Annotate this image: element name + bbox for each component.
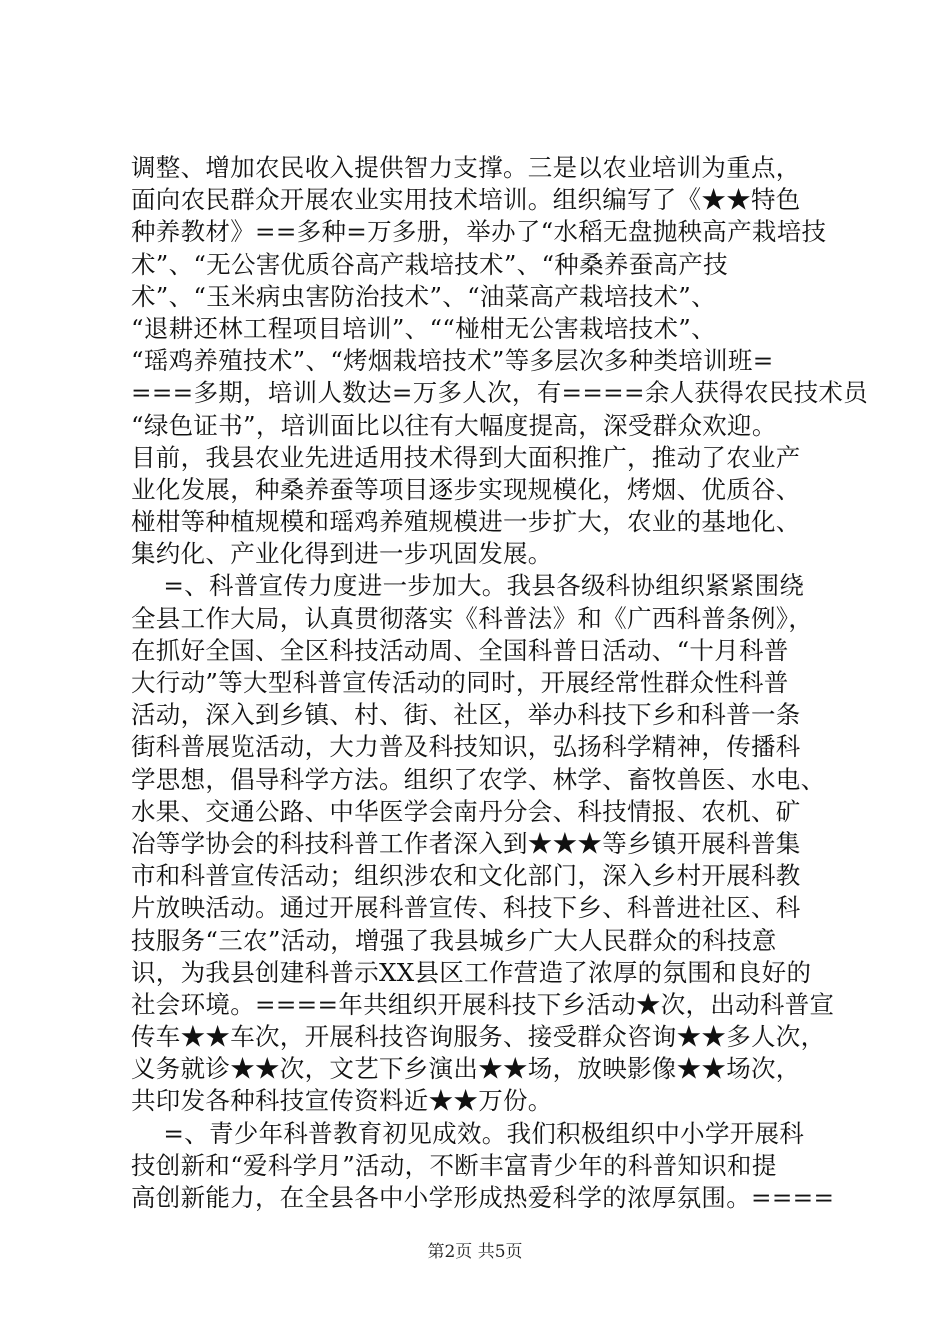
text-line: =、青少年科普教育初见成效。我们积极组织中小学开展科 [131,1118,805,1148]
text-line: 义务就诊★★次，文艺下乡演出★★场，放映影像★★场次， [131,1054,801,1084]
text-line: 面向农民群众开展农业实用技术培训。组织编写了《★★特色 [131,185,801,215]
text-line: 术”、“无公害优质谷高产栽培技术”、“种桑养蚕高产技 [131,249,728,279]
text-line: 调整、增加农民收入提供智力支撑。三是以农业培训为重点， [131,153,801,182]
text-line: 冶等学协会的科技科普工作者深入到★★★等乡镇开展科普集 [131,828,801,858]
text-line: 大行动”等大型科普宣传活动的同时，开展经常性群众性科普 [131,668,789,697]
text-line: 技创新和“爱科学月”活动，不断丰富青少年的科普知识和提 [131,1150,777,1180]
text-line: ===多期，培训人数达=万多人次，有====余人获得农民技术员 [131,378,869,408]
text-line: 市和科普宣传活动；组织涉农和文化部门，深入乡村开展科教 [131,861,801,891]
text-line: 高创新能力，在全县各中小学形成热爱科学的浓厚氛围。==== [131,1183,835,1212]
text-line: 共印发各种科技宣传资料近★★万份。 [131,1086,553,1116]
text-line: “瑶鸡养殖技术”、“烤烟栽培技术”等多层次多种类培训班= [131,346,774,376]
text-line: 目前，我县农业先进适用技术得到大面积推广，推动了农业产 [131,442,801,472]
text-line: 片放映活动。通过开展科普宣传、科技下乡、科普进社区、科 [131,893,801,923]
text-line: 全县工作大局，认真贯彻落实《科普法》和《广西科普条例》， [131,603,814,633]
text-line: 业化发展，种桑养蚕等项目逐步实现规模化，烤烟、优质谷、 [131,474,801,504]
body-text [131,152,869,1214]
text-line: 识，为我县创建科普示XX县区工作营造了浓厚的氛围和良好的 [131,957,812,987]
text-line: 种养教材》==多种=万多册，举办了“水稻无盘抛秧高产栽培技 [131,217,827,247]
page-footer: 第2页 共5页 [427,1242,523,1262]
text-line: 术”、“玉米病虫害防治技术”、“油菜高产栽培技术”、 [131,281,716,311]
text-line: 学思想，倡导科学方法。组织了农学、林学、畜牧兽医、水电、 [131,764,826,794]
text-line: 活动，深入到乡镇、村、街、社区，举办科技下乡和科普一条 [131,700,801,730]
text-line: 椪柑等种植规模和瑶鸡养殖规模进一步扩大，农业的基地化、 [131,507,801,537]
text-line: =、科普宣传力度进一步加大。我县各级科协组织紧紧围绕 [131,571,805,601]
text-line: 街科普展览活动，大力普及科技知识，弘扬科学精神，传播科 [131,732,801,762]
text-line: 社会环境。====年共组织开展科技下乡活动★次，出动科普宣 [131,989,835,1019]
text-line: 传车★★车次，开展科技咨询服务、接受群众咨询★★多人次， [131,1022,826,1052]
text-line: “绿色证书”，培训面比以往有大幅度提高，深受群众欢迎。 [131,410,777,440]
text-line: 水果、交通公路、中华医学会南丹分会、科技情报、农机、矿 [131,796,801,826]
text-line: 技服务“三农”活动，增强了我县城乡广大人民群众的科技意 [131,925,777,955]
text-line: 集约化、产业化得到进一步巩固发展。 [131,539,553,569]
text-line: “退耕还林工程项目培训”、““椪柑无公害栽培技术”、 [131,313,716,343]
text-line: 在抓好全国、全区科技活动周、全国科普日活动、“十月科普 [131,635,789,665]
